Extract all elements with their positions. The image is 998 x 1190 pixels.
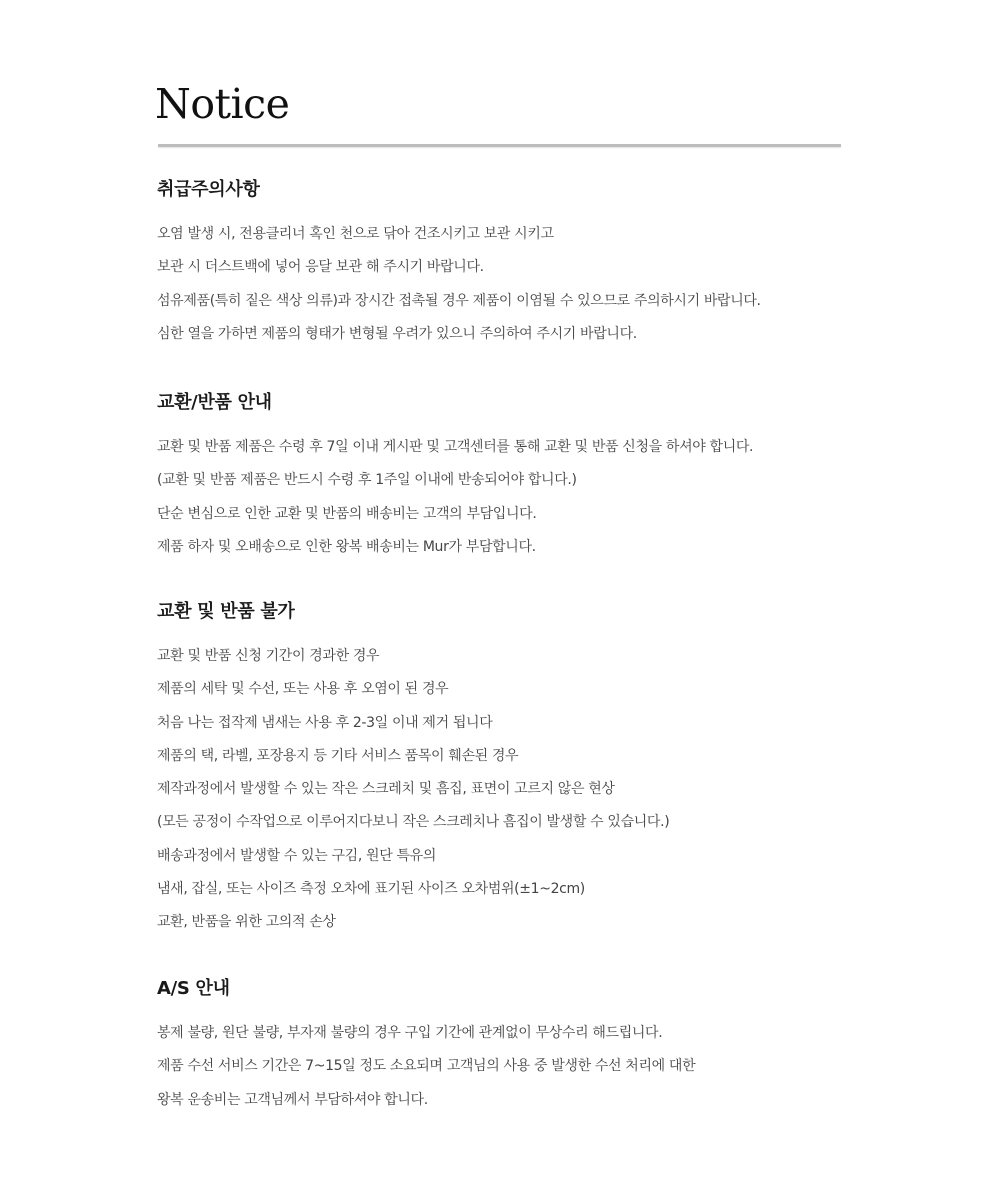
section-exchange-return-not-allowed bbox=[157, 600, 857, 931]
notice-line: 심한 열을 가하면 제품의 형태가 변형될 우려가 있으니 주의하여 주시기 바랍니다. bbox=[157, 325, 637, 342]
notice-line: 제품의 택, 라벨, 포장용지 등 기타 서비스 품목이 훼손된 경우 bbox=[157, 747, 519, 764]
section-body bbox=[157, 431, 753, 564]
notice-line: 제작과정에서 발생할 수 있는 작은 스크레치 및 흠집, 표면이 고르지 않은 현상 bbox=[157, 781, 615, 798]
notice-line: 교환 및 반품 제품은 수령 후 7일 이내 게시판 및 고객센터를 통해 교환 및 반품 신청을 하셔야 합니다. bbox=[157, 439, 754, 455]
notice-line: (모든 공정이 수작업으로 이루어지다보니 작은 스크레치나 흠집이 발생할 수 있습니다.) bbox=[157, 814, 670, 831]
notice-line: 처음 나는 접작제 냄새는 사용 후 2-3일 이내 제거 됩니다 bbox=[157, 714, 493, 731]
notice-line: (교환 및 반품 제품은 반드시 수령 후 1주일 이내에 반송되어야 합니다.) bbox=[157, 472, 577, 489]
section-heading: 교환 및 반품 불가 bbox=[157, 601, 295, 622]
notice-line: 배송과정에서 발생할 수 있는 구김, 원단 특유의 bbox=[157, 847, 437, 864]
notice-line: 냄새, 잡실, 또는 사이즈 측정 오차에 표기된 사이즈 오차범위(±1~2cm) bbox=[157, 881, 585, 898]
page-title: Notice bbox=[155, 80, 290, 128]
section-heading: A/S 안내 bbox=[157, 978, 230, 999]
notice-line: 제품 하자 및 오배송으로 인한 왕복 배송비는 Mur가 부담합니다. bbox=[157, 538, 536, 555]
notice-line: 보관 시 더스트백에 넣어 응달 보관 해 주시기 바랍니다. bbox=[157, 259, 484, 276]
section-heading: 취급주의사항 bbox=[157, 179, 260, 200]
notice-line: 교환 및 반품 신청 기간이 경과한 경우 bbox=[157, 648, 380, 664]
section-as-guide bbox=[157, 977, 857, 1108]
notice-line: 제품의 세탁 및 수선, 또는 사용 후 오염이 된 경우 bbox=[157, 681, 449, 698]
section-body bbox=[157, 640, 669, 940]
notice-line: 오염 발생 시, 전용클리너 혹인 천으로 닦아 건조시키고 보관 시키고 bbox=[157, 226, 554, 242]
section-heading: 교환/반품 안내 bbox=[157, 392, 272, 413]
section-handling-precautions bbox=[157, 178, 857, 342]
notice-line: 교환, 반품을 위한 고의적 손상 bbox=[157, 914, 336, 931]
title-divider bbox=[158, 144, 841, 147]
notice-line: 왕복 운송비는 고객님께서 부담하셔야 합니다. bbox=[157, 1091, 428, 1108]
notice-line: 섬유제품(특히 짙은 색상 의류)과 장시간 접촉될 경우 제품이 이염될 수 있으므로 주의하시기 바랍니다. bbox=[157, 292, 761, 309]
section-body bbox=[157, 1017, 695, 1117]
notice-line: 단순 변심으로 인한 교환 및 반품의 배송비는 고객의 부담입니다. bbox=[157, 505, 537, 522]
section-exchange-return-guide bbox=[157, 391, 857, 555]
notice-line: 봉제 불량, 원단 불량, 부자재 불량의 경우 구입 기간에 관계없이 무상수리 해드립니다. bbox=[157, 1025, 663, 1041]
section-body bbox=[157, 218, 761, 351]
notice-line: 제품 수선 서비스 기간은 7~15일 정도 소요되며 고객님의 사용 중 발생한 수선 처리에 대한 bbox=[157, 1058, 696, 1075]
